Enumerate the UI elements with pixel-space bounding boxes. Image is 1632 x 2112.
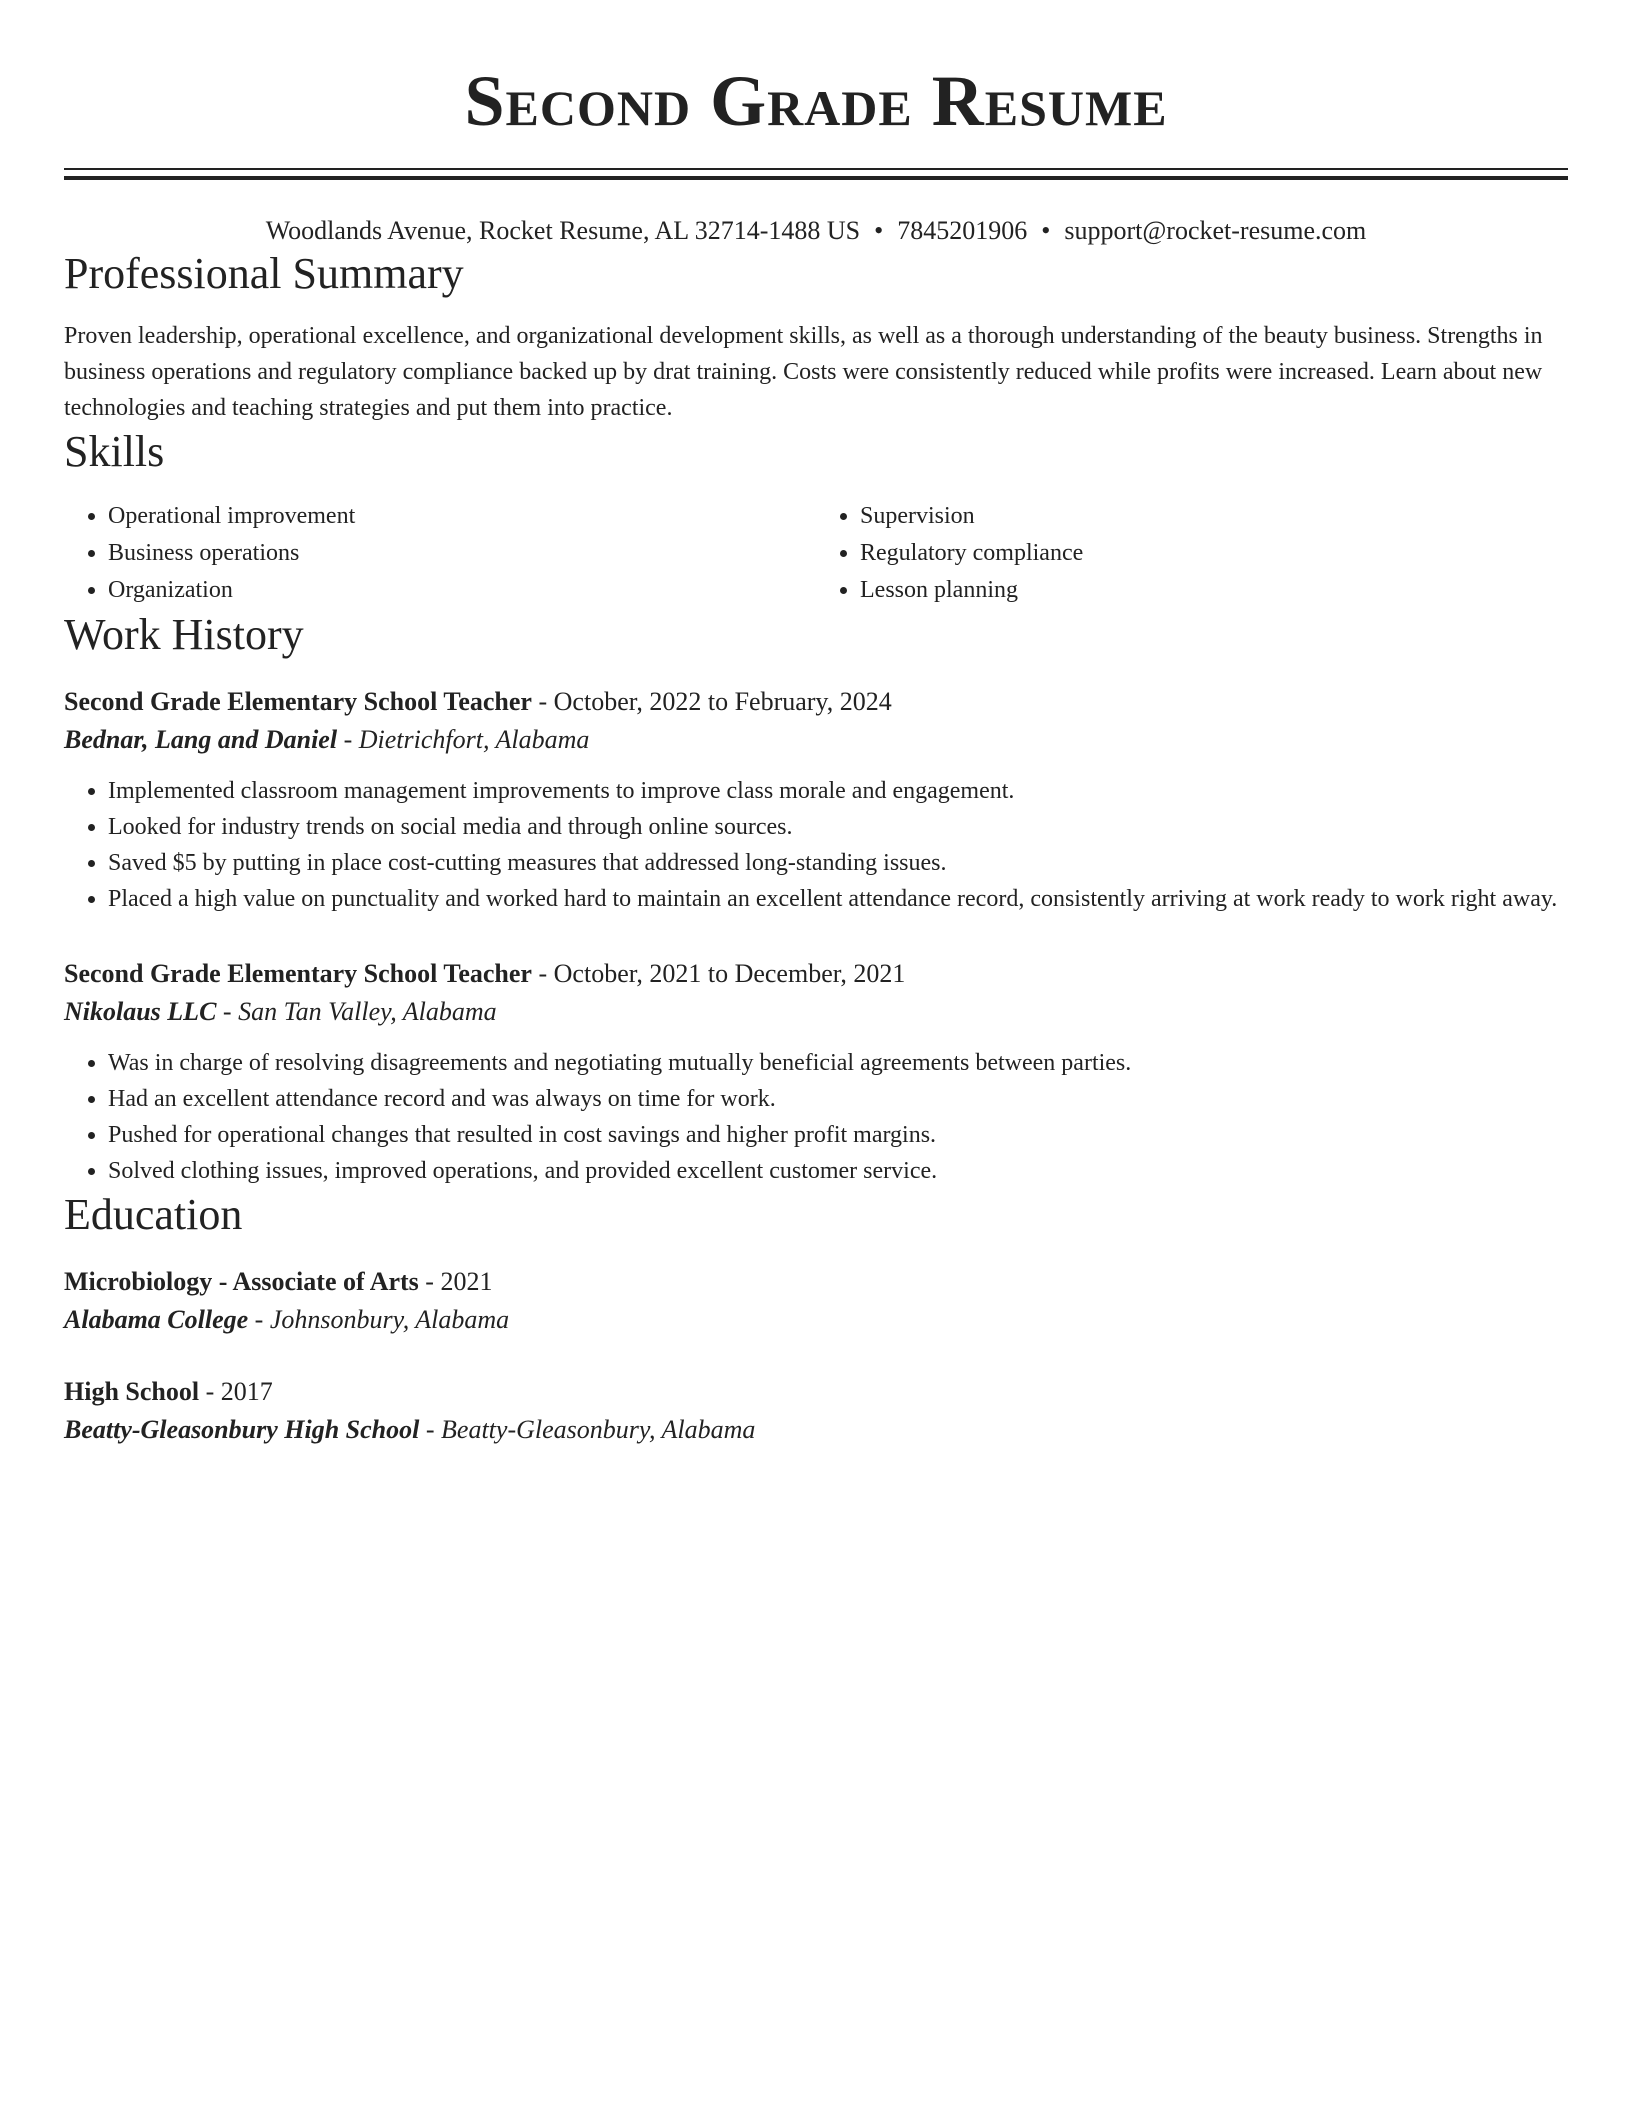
skills-column-right bbox=[816, 498, 1568, 609]
job-bullet: • Had an excellent attendance record and was always on time for work. bbox=[108, 1081, 1568, 1117]
contact-email[interactable]: support@rocket-resume.com bbox=[1064, 216, 1367, 245]
summary-text: Proven leadership, operational excellence, and organizational development skills, as well as a thorough understanding of the beauty business. Strengths in business operations and regulatory compliance backed up by drat training. Costs were consistently reduced while profits were increased. Learn about new technologies and teaching strategies and put them into practice. bbox=[64, 323, 1543, 421]
job-bullet: • Was in charge of resolving disagreements and negotiating mutually beneficial agreements between parties. bbox=[108, 1045, 1568, 1081]
education-degree-line bbox=[64, 1373, 1568, 1411]
education-separator: - bbox=[418, 1267, 441, 1296]
education-heading: Education bbox=[64, 1190, 243, 1239]
education-location: Beatty-Gleasonbury, Alabama bbox=[441, 1415, 756, 1444]
skill-item: • Regulatory compliance bbox=[860, 535, 1568, 572]
contact-separator: • bbox=[874, 216, 884, 245]
work-history-heading: Work History bbox=[64, 610, 304, 659]
skill-item: • Organization bbox=[108, 572, 816, 609]
job-bullets bbox=[64, 773, 1568, 917]
job-separator: - bbox=[531, 959, 554, 988]
skill-item: • Operational improvement bbox=[108, 498, 816, 535]
job-title: Second Grade Elementary School Teacher bbox=[64, 687, 532, 716]
header-rule-thin bbox=[64, 168, 1568, 170]
education-year: 2021 bbox=[440, 1267, 493, 1296]
job-company-line bbox=[64, 721, 1568, 759]
contact-address: Woodlands Avenue, Rocket Resume, AL 32714-1488 US bbox=[265, 216, 861, 245]
education-separator: - bbox=[199, 1377, 221, 1406]
education-entry bbox=[64, 1373, 1568, 1449]
education-degree: Microbiology - Associate of Arts bbox=[64, 1267, 419, 1296]
contact-phone[interactable]: 7845201906 bbox=[897, 216, 1028, 245]
skill-item: • Supervision bbox=[860, 498, 1568, 535]
contact-separator: • bbox=[1041, 216, 1051, 245]
education-degree: High School bbox=[64, 1377, 200, 1406]
education-separator: - bbox=[419, 1415, 442, 1444]
skill-item: • Business operations bbox=[108, 535, 816, 572]
job-dates: October, 2021 to December, 2021 bbox=[553, 959, 906, 988]
header-rule-thick bbox=[64, 176, 1568, 180]
education-school-line bbox=[64, 1301, 1568, 1339]
education-location: Johnsonbury, Alabama bbox=[269, 1305, 510, 1334]
job-bullet: • Looked for industry trends on social media and through online sources. bbox=[108, 809, 1568, 845]
education-year: 2017 bbox=[220, 1377, 273, 1406]
skills-heading: Skills bbox=[64, 427, 165, 476]
job-company: Nikolaus LLC bbox=[64, 997, 217, 1026]
job-bullet: • Implemented classroom management improvements to improve class morale and engagement. bbox=[108, 773, 1568, 809]
job-bullets bbox=[64, 1045, 1568, 1189]
job-bullet: • Saved $5 by putting in place cost-cutting measures that addressed long-standing issues. bbox=[108, 845, 1568, 881]
job-entry bbox=[64, 955, 1568, 1189]
summary-heading: Professional Summary bbox=[64, 249, 464, 298]
skills-column-left bbox=[64, 498, 816, 609]
job-dates: October, 2022 to February, 2024 bbox=[553, 687, 892, 716]
job-location: Dietrichfort, Alabama bbox=[358, 725, 590, 754]
job-title: Second Grade Elementary School Teacher bbox=[64, 959, 532, 988]
resume-name: Second Grade Resume bbox=[464, 61, 1168, 141]
job-bullet: • Solved clothing issues, improved operations, and provided excellent customer service. bbox=[108, 1153, 1568, 1189]
job-bullet: • Placed a high value on punctuality and worked hard to maintain an excellent attendance record, consistently arriving at work ready to work right away. bbox=[108, 881, 1568, 917]
education-entry bbox=[64, 1263, 1568, 1339]
education-degree-line bbox=[64, 1263, 1568, 1301]
job-bullet: • Pushed for operational changes that resulted in cost savings and higher profit margins. bbox=[108, 1117, 1568, 1153]
job-title-line bbox=[64, 683, 1568, 721]
job-separator: - bbox=[531, 687, 554, 716]
education-school: Alabama College bbox=[64, 1305, 249, 1334]
education-separator: - bbox=[248, 1305, 270, 1334]
contact-line bbox=[64, 214, 1568, 248]
job-company-line bbox=[64, 993, 1568, 1031]
education-school: Beatty-Gleasonbury High School bbox=[64, 1415, 420, 1444]
job-company: Bednar, Lang and Daniel bbox=[64, 725, 338, 754]
job-entry bbox=[64, 683, 1568, 917]
education-school-line bbox=[64, 1411, 1568, 1449]
skill-item: • Lesson planning bbox=[860, 572, 1568, 609]
job-separator: - bbox=[337, 725, 359, 754]
job-separator: - bbox=[216, 997, 239, 1026]
skills-list bbox=[64, 498, 1568, 609]
job-location: San Tan Valley, Alabama bbox=[238, 997, 497, 1026]
job-title-line bbox=[64, 955, 1568, 993]
